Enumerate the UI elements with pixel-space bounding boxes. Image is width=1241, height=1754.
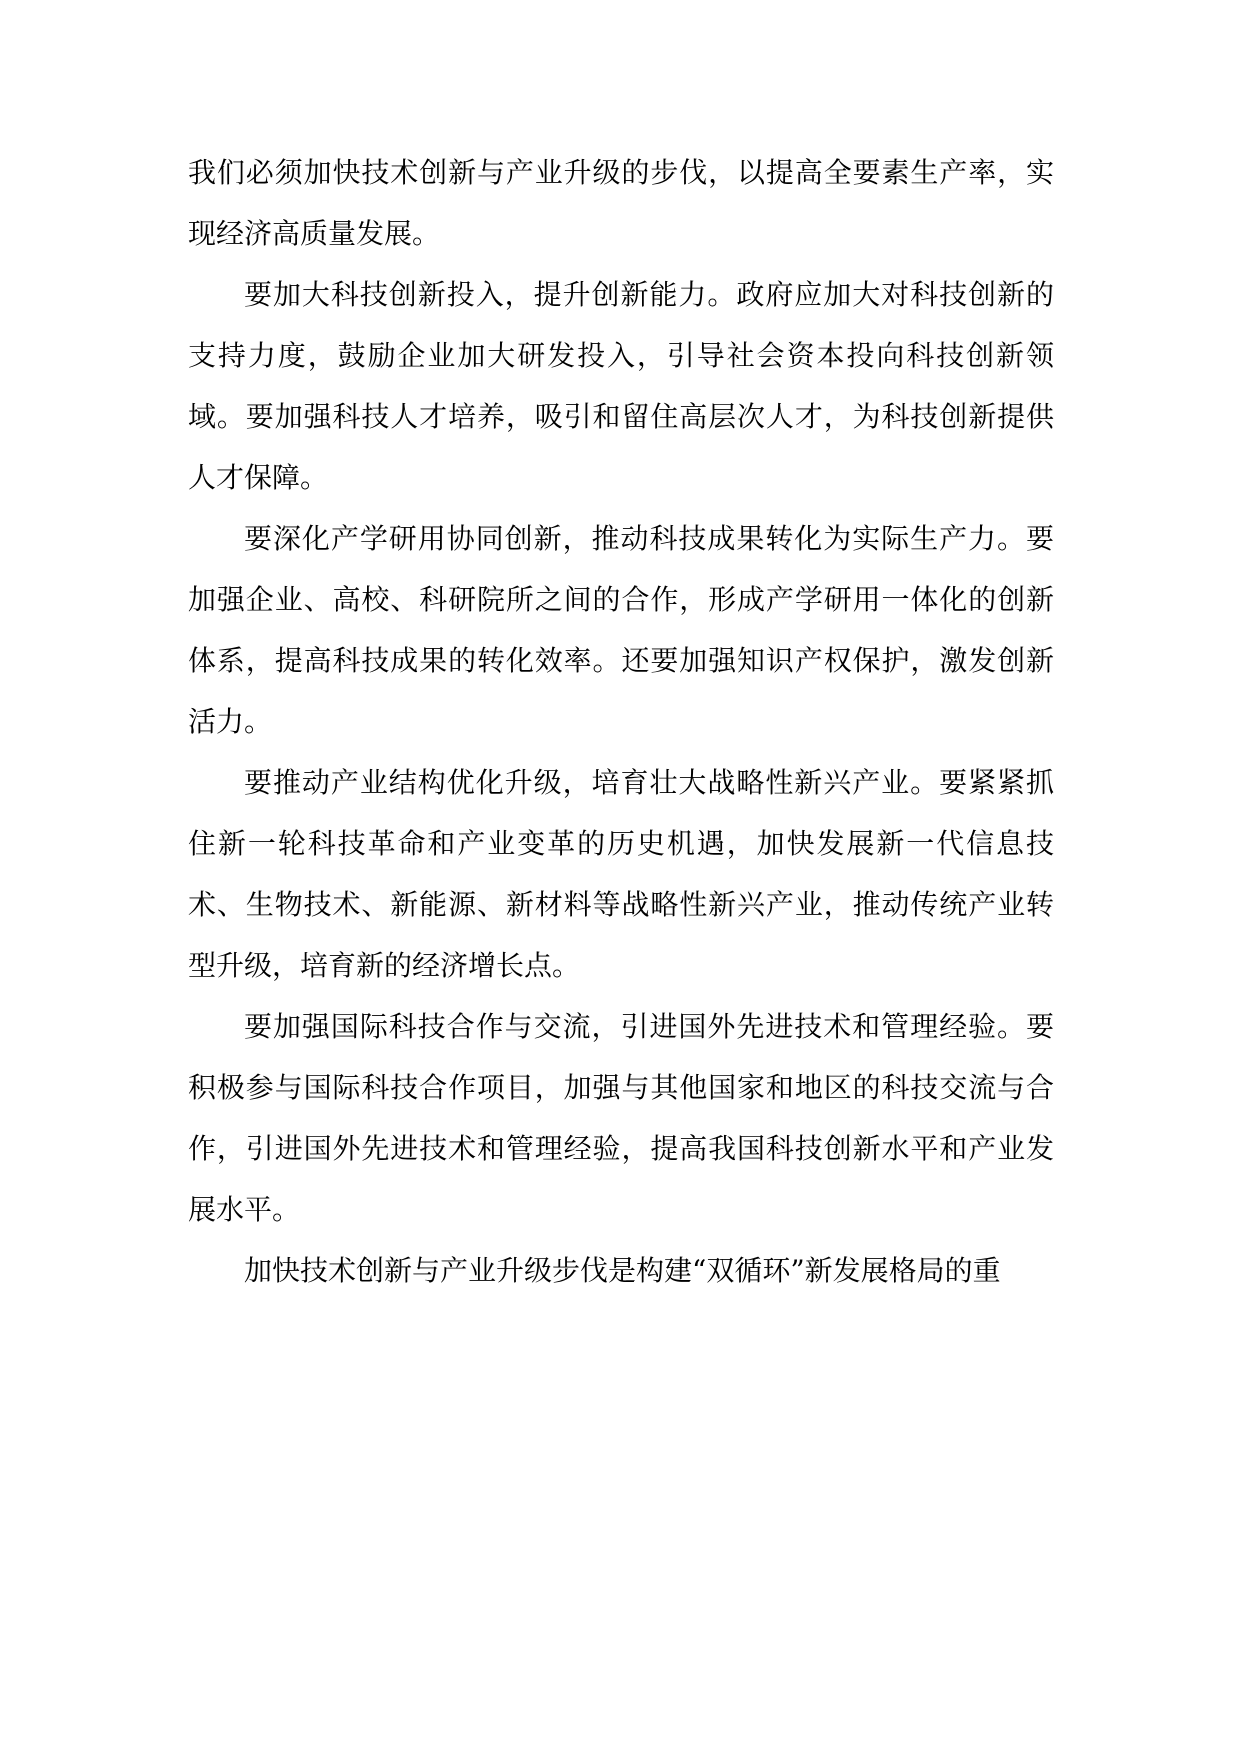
document-body — [188, 142, 1054, 1301]
paragraph-industry-academia-collaboration: 要深化产学研用协同创新，推动科技成果转化为实际生产力。要加强企业、高校、科研院所之间的合作，形成产学研用一体化的创新体系，提高科技成果的转化效率。还要加强知识产权保护，激发创新活力。 — [188, 522, 1054, 738]
paragraph-innovation-investment: 要加大科技创新投入，提升创新能力。政府应加大对科技创新的支持力度，鼓励企业加大研发投入，引导社会资本投向科技创新领域。要加强科技人才培养，吸引和留住高层次人才，为科技创新提供人才保障。 — [188, 278, 1054, 494]
paragraph-international-cooperation: 要加强国际科技合作与交流，引进国外先进技术和管理经验。要积极参与国际科技合作项目，加强与其他国家和地区的科技交流与合作，引进国外先进技术和管理经验，提高我国科技创新水平和产业发展水平。 — [188, 1010, 1054, 1226]
paragraph-industrial-upgrading: 要推动产业结构优化升级，培育壮大战略性新兴产业。要紧紧抓住新一轮科技革命和产业变革的历史机遇，加快发展新一代信息技术、生物技术、新能源、新材料等战略性新兴产业，推动传统产业转型升级，培育新的经济增长点。 — [188, 766, 1054, 982]
paragraph-dual-circulation: 加快技术创新与产业升级步伐是构建“双循环”新发展格局的重 — [244, 1254, 1001, 1287]
paragraph-continuation: 我们必须加快技术创新与产业升级的步伐，以提高全要素生产率，实现经济高质量发展。 — [188, 156, 1054, 250]
